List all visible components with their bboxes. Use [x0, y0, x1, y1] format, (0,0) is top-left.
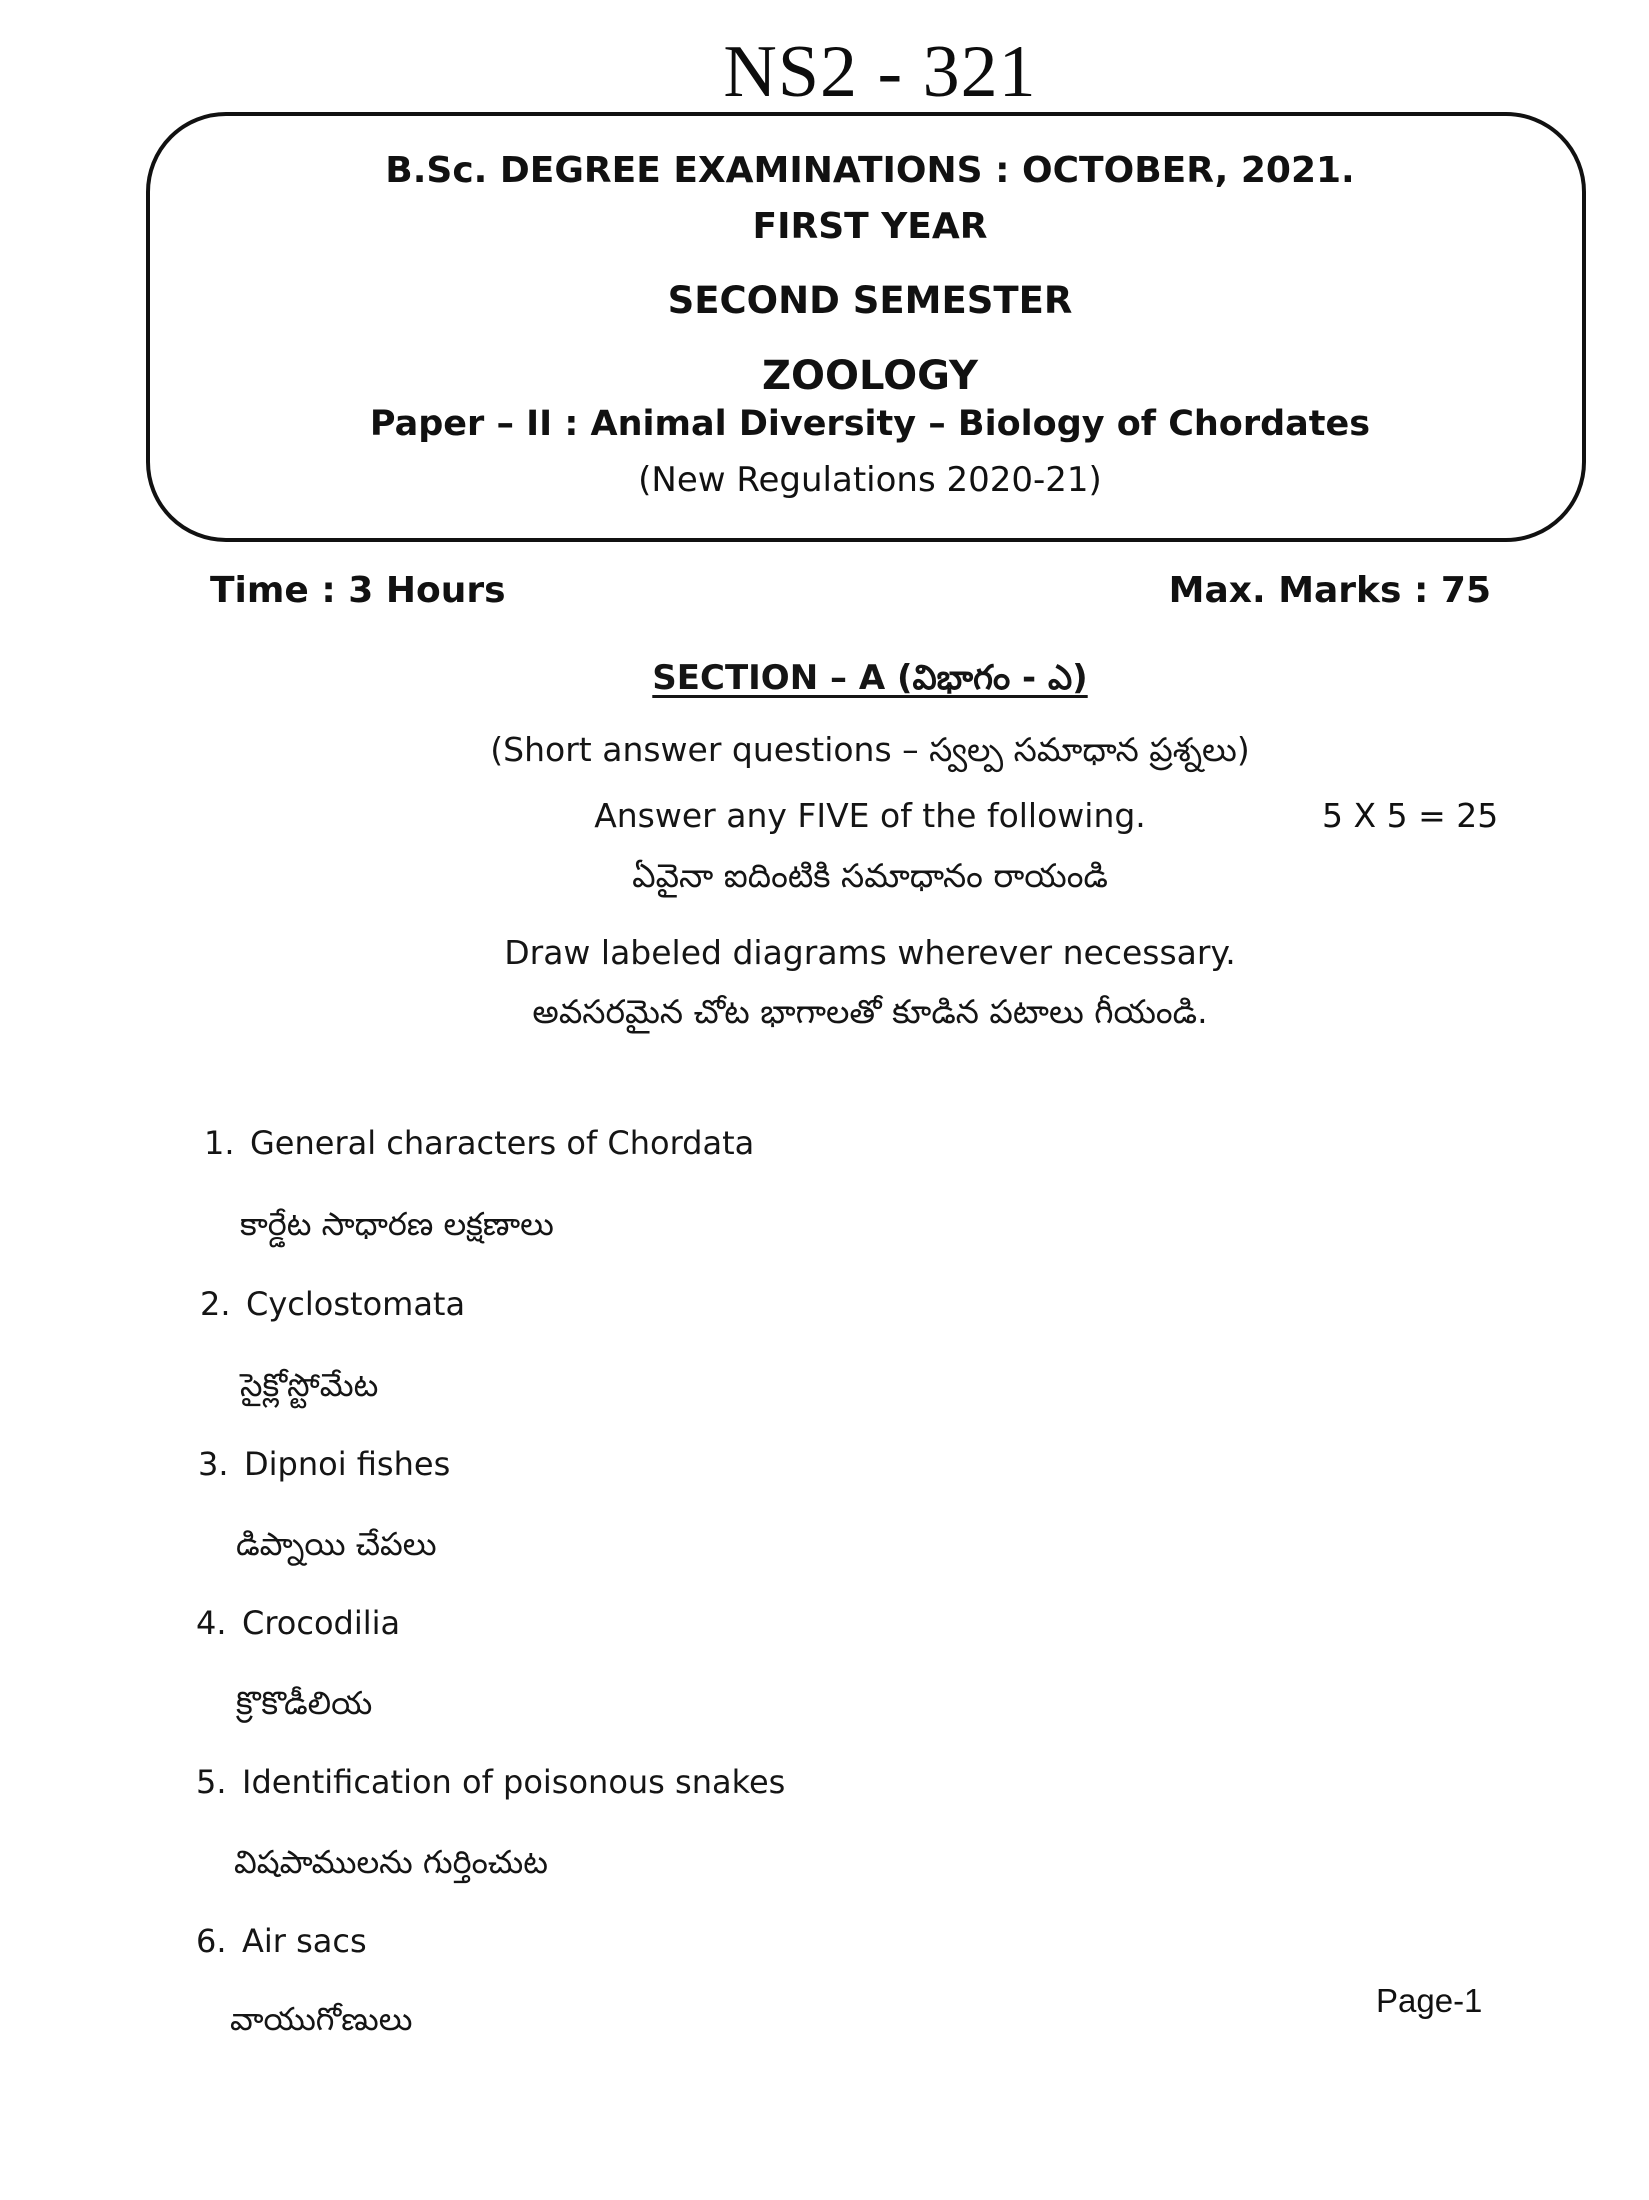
question-number: 2.	[200, 1285, 231, 1323]
question-number: 3.	[198, 1445, 229, 1483]
exam-title: B.Sc. DEGREE EXAMINATIONS : OCTOBER, 2021.	[385, 150, 1355, 191]
question-number: 5.	[196, 1763, 227, 1801]
exam-paper: Paper – II : Animal Diversity – Biology of Chordates	[369, 404, 1371, 444]
exam-regulations: (New Regulations 2020-21)	[638, 460, 1102, 500]
diagram-instruction-telugu: అవసరమైన చోట భాగాలతో కూడిన పటాలు గీయండి.	[532, 992, 1208, 1031]
question-6-telugu: వాయుగోణులు	[230, 2000, 413, 2038]
exam-subject: ZOOLOGY	[762, 353, 978, 399]
section-subtitle: (Short answer questions – స్వల్ప సమాధాన ప్రశ్నలు)	[490, 730, 1250, 769]
max-marks: Max. Marks : 75	[1168, 570, 1491, 611]
instruction-telugu: ఏవైనా ఐదింటికి సమాధానం రాయండి	[632, 856, 1108, 895]
question-4	[196, 1604, 400, 1642]
page-number: Page-1	[1376, 1982, 1483, 2019]
question-6	[196, 1922, 367, 1960]
marks-allocation: 5 X 5 = 25	[1322, 796, 1499, 835]
question-number: 6.	[196, 1922, 227, 1960]
question-5	[196, 1763, 785, 1801]
diagram-instruction-english: Draw labeled diagrams wherever necessary.	[504, 933, 1236, 972]
question-text: Cyclostomata	[246, 1285, 466, 1323]
question-2	[200, 1285, 465, 1323]
question-3	[198, 1445, 450, 1483]
instruction-english: Answer any FIVE of the following.	[594, 796, 1146, 835]
question-text: Dipnoi fishes	[244, 1445, 451, 1483]
exam-semester: SECOND SEMESTER	[667, 279, 1073, 322]
question-text: Identification of poisonous snakes	[242, 1763, 786, 1801]
question-text: General characters of Chordata	[250, 1124, 755, 1162]
time-allowed: Time : 3 Hours	[210, 570, 506, 611]
paper-code: NS2 - 321	[723, 31, 1037, 113]
question-5-telugu: విషపాములను గుర్తించుట	[234, 1843, 548, 1881]
section-title	[0, 658, 1649, 706]
question-1-telugu: కార్డేట సాధారణ లక్షణాలు	[240, 1205, 554, 1243]
question-4-telugu: క్రొకొడీలియ	[236, 1684, 373, 1722]
question-2-telugu: సైక్లోస్టోమేట	[240, 1366, 379, 1404]
question-text: Air sacs	[242, 1922, 367, 1960]
question-text: Crocodilia	[242, 1604, 401, 1642]
question-number: 1.	[204, 1124, 235, 1162]
exam-year: FIRST YEAR	[752, 206, 988, 247]
question-1	[204, 1124, 754, 1162]
question-number: 4.	[196, 1604, 227, 1642]
section-title-text: SECTION – A (విభాగం - ఎ)	[652, 658, 1088, 698]
question-3-telugu: డిప్నాయి చేపలు	[236, 1525, 437, 1563]
